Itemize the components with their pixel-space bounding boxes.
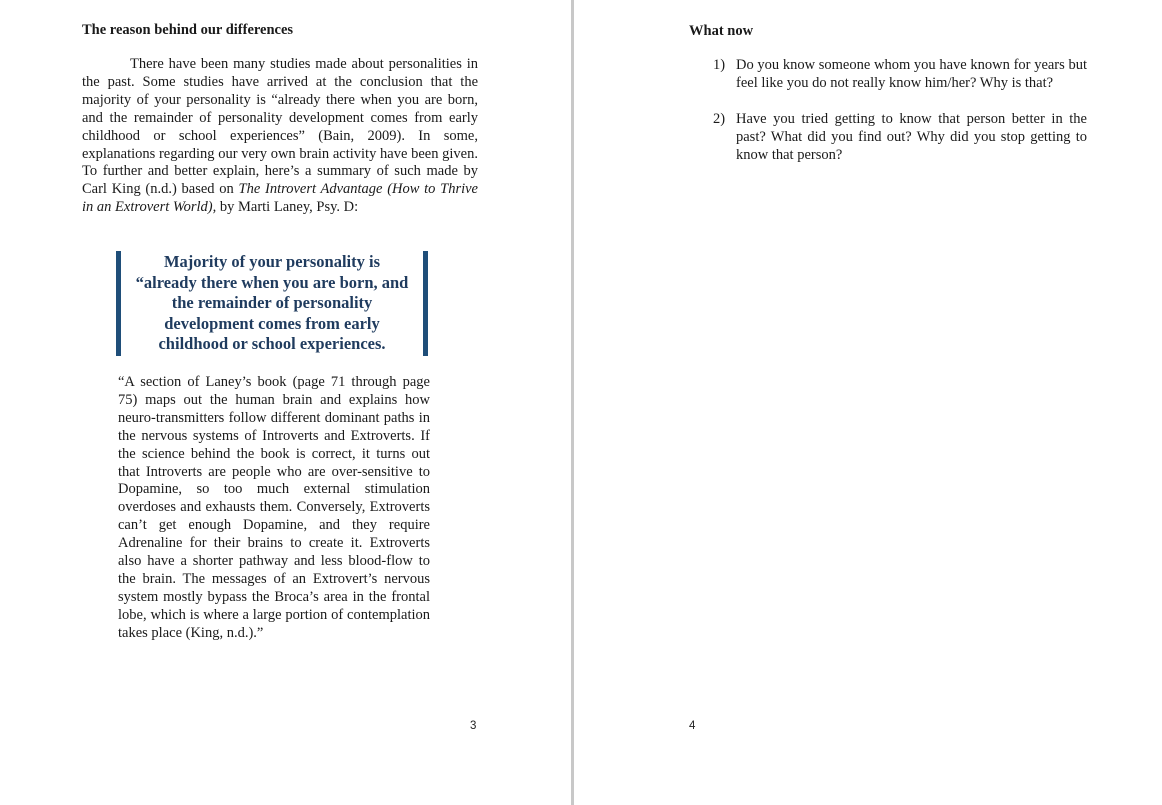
intro-text-after-title: by Marti Laney, Psy. D: xyxy=(216,199,359,216)
question-item xyxy=(713,111,1087,165)
question-item xyxy=(713,57,1087,93)
section-heading: The reason behind our differences xyxy=(82,22,294,38)
page-number: 3 xyxy=(470,720,477,732)
question-number: 2) xyxy=(713,110,726,127)
question-list xyxy=(713,57,1087,182)
page-4 xyxy=(574,0,1162,805)
page-3 xyxy=(0,0,571,805)
section-heading: What now xyxy=(689,23,754,39)
question-number: 1) xyxy=(713,57,726,73)
intro-paragraph xyxy=(82,56,478,217)
question-text: Have you tried getting to know that person better in the past? What did you find out? Why did you stop getting to know that person? xyxy=(736,110,1087,163)
page-number: 4 xyxy=(689,720,696,732)
pull-quote xyxy=(116,251,428,356)
pull-quote-text: Majority of your personality is “already there when you are born, and the remainder of personality development comes from early childhood or school experiences. xyxy=(135,252,409,354)
block-quote: “A section of Laney’s book (page 71 through page 75) maps out the human brain and explains how neuro-transmitters follow different dominant paths in the nervous systems of Introverts and Extroverts. If the science behind the book is correct, it turns out that Introverts are people who are over-sensitive to Dopamine, so too much external stimulation overdoses and exhausts them. Conversely, Extroverts can’t get enough Dopamine, and they require Adrenaline for their brains to create it. Extroverts also have a shorter pathway and less blood-flow to the brain. The messages of an Extrovert’s nervous system mostly bypass the Broca’s area in the frontal lobe, which is where a large portion of contemplation takes place (King, n.d.).” xyxy=(118,374,430,641)
intro-text-before-title: There have been many studies made about personalities in the past. Some studies have arrived at the conclusion that the majority of your personality is “already there when you are born, and the remainder of personality development comes from early childhood or school experiences” (Bain, 2009). In some, explanations regarding our very own brain activity have been given. To further and better explain, here’s a summary of such made by Carl King (n.d.) based on xyxy=(82,56,478,198)
book-title: The Introvert Advantage (How to Thrive in an Extrovert World), xyxy=(82,181,478,216)
question-text: Do you know someone whom you have known for years but feel like you do not really know him/her? Why is that? xyxy=(736,57,1087,91)
